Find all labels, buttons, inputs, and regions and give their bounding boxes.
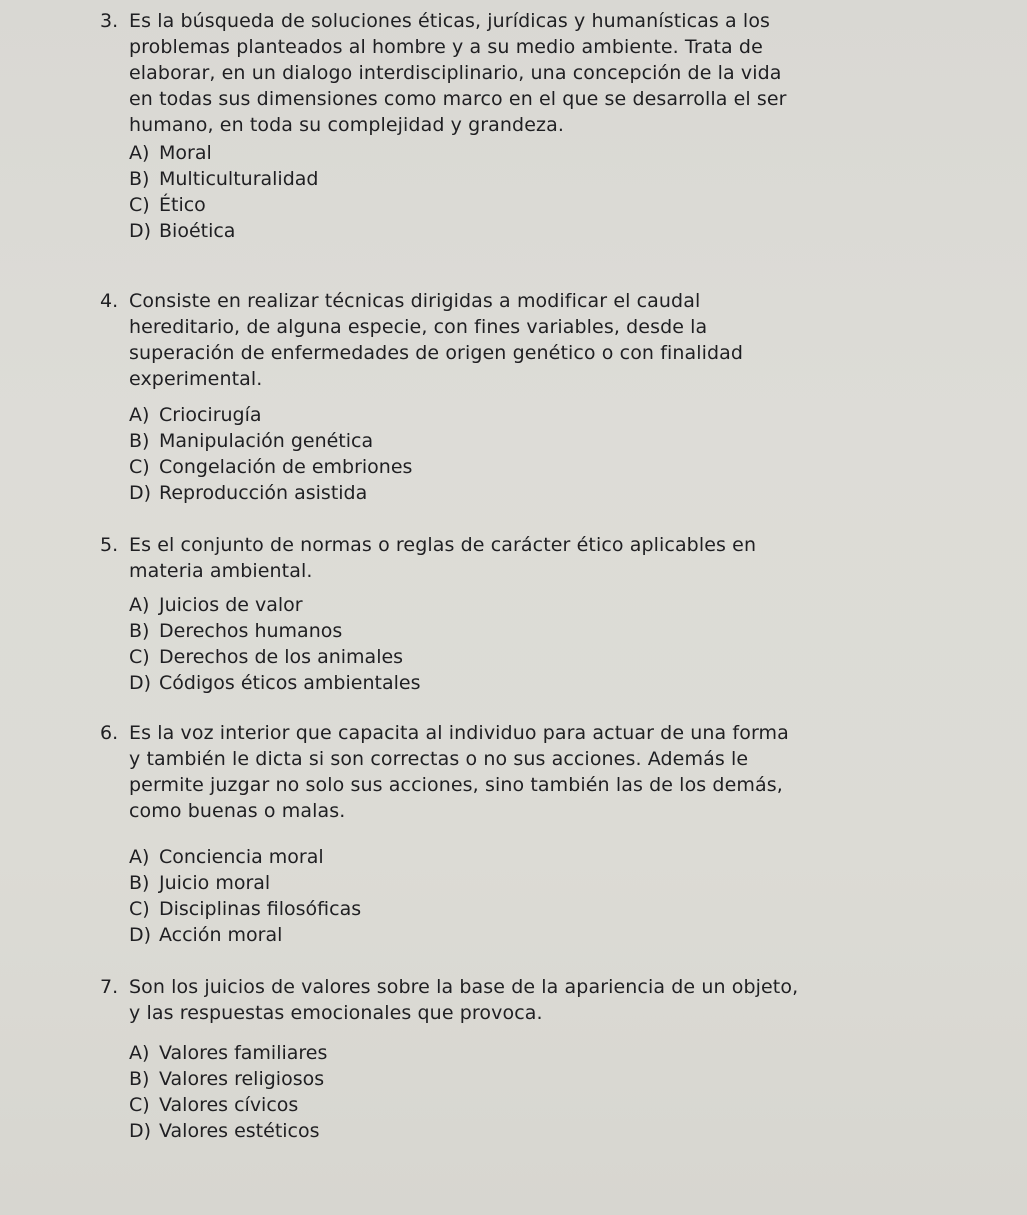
- option-a[interactable]: [129, 592, 829, 618]
- option-text: Juicios de valor: [159, 594, 303, 616]
- option-text: Acción moral: [159, 924, 283, 946]
- option-c[interactable]: [129, 192, 829, 218]
- question-stem: [129, 288, 889, 392]
- option-text: Códigos éticos ambientales: [159, 672, 421, 694]
- option-letter: A): [129, 404, 150, 426]
- stem-line: Son los juicios de valores sobre la base de la apariencia de un objeto,: [129, 976, 799, 998]
- stem-line: como buenas o malas.: [129, 800, 346, 822]
- option-letter: D): [129, 672, 152, 694]
- stem-line: Es el conjunto de normas o reglas de carácter ético aplicables en: [129, 534, 757, 556]
- option-c[interactable]: [129, 644, 829, 670]
- question-number: 4.: [100, 290, 119, 312]
- question-stem: [129, 974, 889, 1026]
- question-number: 6.: [100, 722, 119, 744]
- stem-line: problemas planteados al hombre y a su medio ambiente. Trata de: [129, 36, 763, 58]
- option-letter: C): [129, 1094, 150, 1116]
- option-letter: B): [129, 1068, 150, 1090]
- option-text: Ético: [159, 194, 206, 216]
- option-letter: D): [129, 220, 152, 242]
- stem-line: humano, en toda su complejidad y grandeza.: [129, 114, 564, 136]
- options-list: [129, 402, 829, 506]
- option-b[interactable]: [129, 618, 829, 644]
- option-letter: D): [129, 1120, 152, 1142]
- option-letter: C): [129, 456, 150, 478]
- option-text: Congelación de embriones: [159, 456, 413, 478]
- stem-line: y también le dicta si son correctas o no sus acciones. Además le: [129, 748, 749, 770]
- stem-line: en todas sus dimensiones como marco en el que se desarrolla el ser: [129, 88, 787, 110]
- stem-line: y las respuestas emocionales que provoca.: [129, 1002, 543, 1024]
- option-letter: A): [129, 1042, 150, 1064]
- option-text: Moral: [159, 142, 212, 164]
- option-text: Criocirugía: [159, 404, 262, 426]
- option-d[interactable]: [129, 922, 829, 948]
- option-b[interactable]: [129, 428, 829, 454]
- option-text: Conciencia moral: [159, 846, 324, 868]
- option-text: Disciplinas filosóficas: [159, 898, 362, 920]
- stem-line: experimental.: [129, 368, 263, 390]
- option-text: Derechos de los animales: [159, 646, 404, 668]
- option-b[interactable]: [129, 166, 829, 192]
- option-letter: C): [129, 898, 150, 920]
- option-letter: B): [129, 872, 150, 894]
- option-letter: C): [129, 194, 150, 216]
- question-number: 5.: [100, 534, 119, 556]
- option-b[interactable]: [129, 870, 829, 896]
- question-number: 7.: [100, 976, 119, 998]
- option-text: Valores religiosos: [159, 1068, 325, 1090]
- stem-line: Es la búsqueda de soluciones éticas, jurídicas y humanísticas a los: [129, 10, 771, 32]
- options-list: [129, 140, 829, 244]
- option-d[interactable]: [129, 480, 829, 506]
- option-letter: A): [129, 142, 150, 164]
- options-list: [129, 1040, 829, 1144]
- option-c[interactable]: [129, 454, 829, 480]
- option-text: Valores familiares: [159, 1042, 328, 1064]
- option-letter: B): [129, 430, 150, 452]
- stem-line: materia ambiental.: [129, 560, 313, 582]
- stem-line: Es la voz interior que capacita al individuo para actuar de una forma: [129, 722, 789, 744]
- option-text: Reproducción asistida: [159, 482, 368, 504]
- option-d[interactable]: [129, 670, 829, 696]
- option-a[interactable]: [129, 1040, 829, 1066]
- option-text: Bioética: [159, 220, 236, 242]
- option-letter: D): [129, 482, 152, 504]
- option-letter: A): [129, 594, 150, 616]
- option-d[interactable]: [129, 218, 829, 244]
- stem-line: superación de enfermedades de origen genético o con finalidad: [129, 342, 744, 364]
- option-letter: B): [129, 620, 150, 642]
- question-stem: [129, 8, 889, 138]
- option-text: Multiculturalidad: [159, 168, 319, 190]
- option-d[interactable]: [129, 1118, 829, 1144]
- option-text: Manipulación genética: [159, 430, 374, 452]
- option-text: Derechos humanos: [159, 620, 343, 642]
- option-a[interactable]: [129, 844, 829, 870]
- option-c[interactable]: [129, 1092, 829, 1118]
- options-list: [129, 844, 829, 948]
- option-letter: D): [129, 924, 152, 946]
- option-text: Juicio moral: [159, 872, 271, 894]
- option-text: Valores estéticos: [159, 1120, 320, 1142]
- options-list: [129, 592, 829, 696]
- question-number: 3.: [100, 10, 119, 32]
- stem-line: Consiste en realizar técnicas dirigidas a modificar el caudal: [129, 290, 701, 312]
- option-letter: A): [129, 846, 150, 868]
- option-b[interactable]: [129, 1066, 829, 1092]
- option-a[interactable]: [129, 402, 829, 428]
- stem-line: elaborar, en un dialogo interdisciplinario, una concepción de la vida: [129, 62, 782, 84]
- option-a[interactable]: [129, 140, 829, 166]
- stem-line: permite juzgar no solo sus acciones, sino también las de los demás,: [129, 774, 783, 796]
- stem-line: hereditario, de alguna especie, con fines variables, desde la: [129, 316, 708, 338]
- question-stem: [129, 720, 889, 824]
- option-letter: C): [129, 646, 150, 668]
- option-letter: B): [129, 168, 150, 190]
- option-c[interactable]: [129, 896, 829, 922]
- option-text: Valores cívicos: [159, 1094, 299, 1116]
- question-stem: [129, 532, 889, 584]
